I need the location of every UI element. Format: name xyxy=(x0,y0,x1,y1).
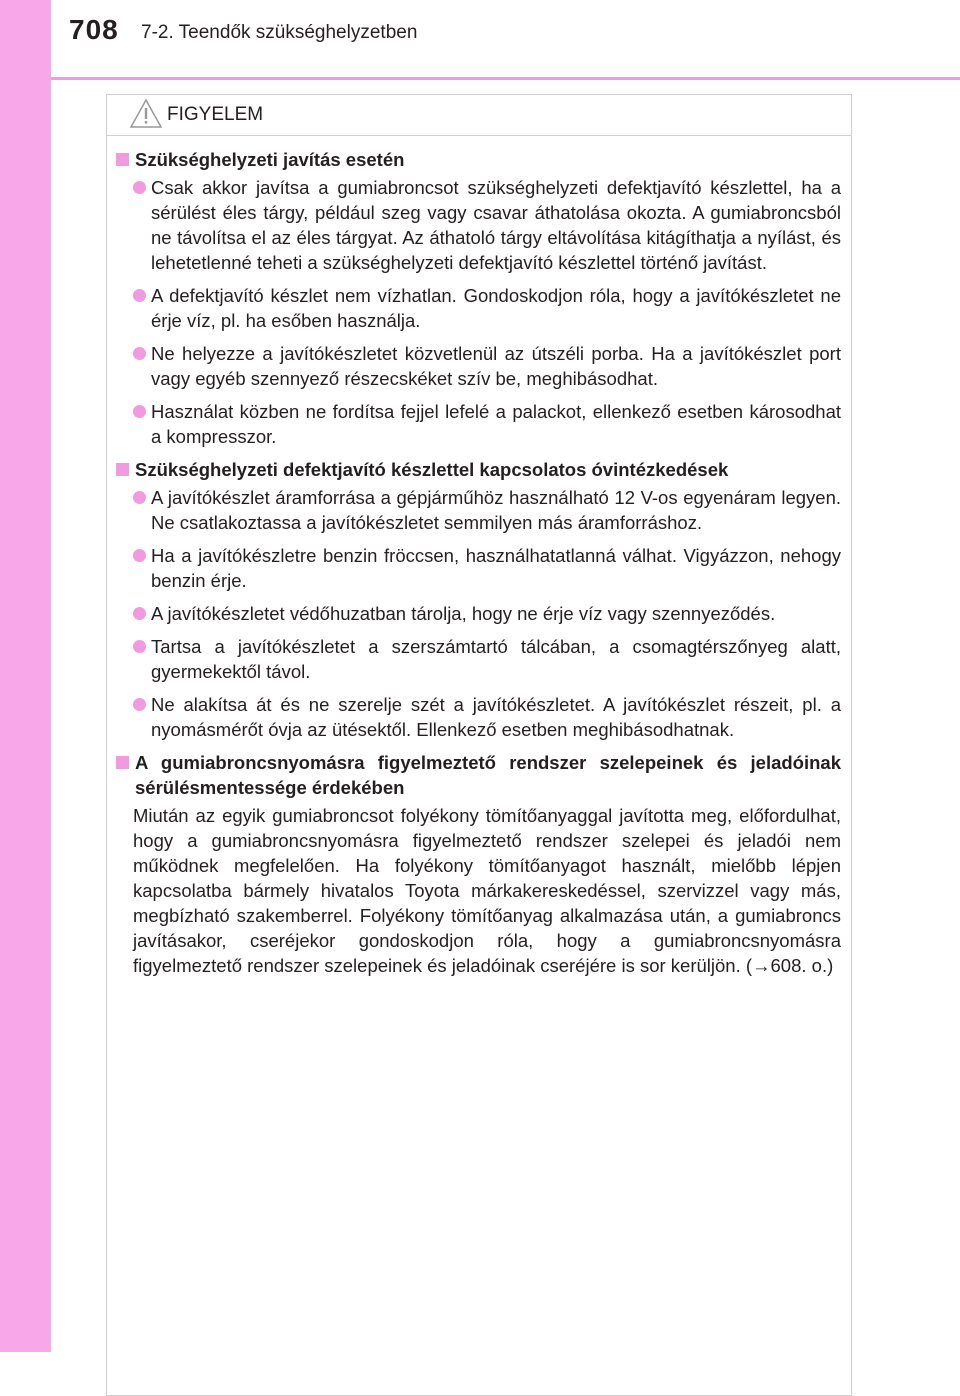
section-heading-text: Szükséghelyzeti defektjavító készlettel kapcsolatos óvintézkedések xyxy=(135,459,729,480)
bullet-item xyxy=(115,485,841,535)
warning-header xyxy=(107,95,851,136)
square-bullet-icon xyxy=(116,756,129,769)
bullet-item xyxy=(115,175,841,275)
bullet-text: Csak akkor javítsa a gumiabroncsot szükséghelyzeti defektjavító készlettel, ha a sérülést éles tárgy, például szeg vagy csavar áthatolása okozta. A gumiabroncsból ne távolítsa el az éles tárgyat. Az áthatoló tárgy eltávolítása kitágíthatja a nyílást, és lehetetlenné teheti a szükséghelyzeti defektjavító készlettel történő javítást. xyxy=(151,177,841,273)
bullet-text: Ha a javítókészletre benzin fröccsen, használhatatlanná válhat. Vigyázzon, nehogy benzin érje. xyxy=(151,545,841,591)
circle-bullet-icon xyxy=(133,549,146,562)
circle-bullet-icon xyxy=(133,491,146,504)
bullet-text: Ne helyezze a javítókészletet közvetlenül az útszéli porba. Ha a javítókészlet port vagy egyéb szennyező részecskéket szív be, meghibásodhat. xyxy=(151,343,841,389)
section-heading xyxy=(115,147,841,172)
bullet-item xyxy=(115,543,841,593)
header-rule xyxy=(51,77,960,80)
warning-label: FIGYELEM xyxy=(167,104,264,125)
section-heading-text: Szükséghelyzeti javítás esetén xyxy=(135,149,405,170)
square-bullet-icon xyxy=(116,463,129,476)
bullet-item xyxy=(115,399,841,449)
section-paragraph: Miután az egyik gumiabroncsot folyékony tömítőanyaggal javította meg, előfordulhat, hogy a gumiabroncsnyomásra figyelmeztető rendszer szelepei és jeladói nem működnek megfelelően. Ha folyékony tömítőanyagot használt, mielőbb lépjen kapcsolatba bármely hivatalos Toyota márkakereskedéssel, szervizzel vagy más, megbízható szakemberrel. Folyékony tömítőanyag alkalmazása után, a gumiabroncs javításakor, cseréjekor gondoskodjon róla, hogy a gumiabroncsnyomásra figyelmeztető rendszer szelepeinek és jeladóinak cseréjére is sor kerüljön. (→608. o.) xyxy=(133,805,841,976)
section-title: 7-2. Teendők szükséghelyzetben xyxy=(141,22,418,43)
section-heading xyxy=(115,457,841,482)
bullet-text: Tartsa a javítókészletet a szerszámtartó tálcában, a csomagtérszőnyeg alatt, gyermekektől távol. xyxy=(151,636,841,682)
warning-content xyxy=(115,147,841,986)
warning-box xyxy=(106,94,852,1396)
circle-bullet-icon xyxy=(133,640,146,653)
bullet-text: A javítókészlet áramforrása a gépjárműhöz használható 12 V-os egyenáram legyen. Ne csatlakoztassa a javítókészletet semmilyen más áramforráshoz. xyxy=(151,487,841,533)
bullet-item xyxy=(115,634,841,684)
section-heading-text: A gumiabroncsnyomásra figyelmeztető rendszer szelepeinek és jeladóinak sérülésmentessége érdekében xyxy=(135,752,841,798)
circle-bullet-icon xyxy=(133,347,146,360)
circle-bullet-icon xyxy=(133,698,146,711)
bullet-item xyxy=(115,341,841,391)
circle-bullet-icon xyxy=(133,405,146,418)
bullet-item xyxy=(115,283,841,333)
bullet-text: Használat közben ne fordítsa fejjel lefelé a palackot, ellenkező esetben károsodhat a kompresszor. xyxy=(151,401,841,447)
square-bullet-icon xyxy=(116,153,129,166)
bullet-text: A defektjavító készlet nem vízhatlan. Gondoskodjon róla, hogy a javítókészletet ne érje víz, pl. ha esőben használja. xyxy=(151,285,841,331)
circle-bullet-icon xyxy=(133,607,146,620)
warning-triangle-icon xyxy=(129,98,163,135)
side-color-band xyxy=(0,0,51,1352)
circle-bullet-icon xyxy=(133,289,146,302)
bullet-text: Ne alakítsa át és ne szerelje szét a javítókészletet. A javítókészlet részeit, pl. a nyomásmérőt óvja az ütésektől. Ellenkező esetben meghibásodhatnak. xyxy=(151,694,841,740)
section-heading xyxy=(115,750,841,800)
circle-bullet-icon xyxy=(133,181,146,194)
bullet-item xyxy=(115,692,841,742)
bullet-text: A javítókészletet védőhuzatban tárolja, hogy ne érje víz vagy szennyeződés. xyxy=(151,603,776,624)
bullet-item xyxy=(115,601,841,626)
page-number: 708 xyxy=(69,14,119,45)
